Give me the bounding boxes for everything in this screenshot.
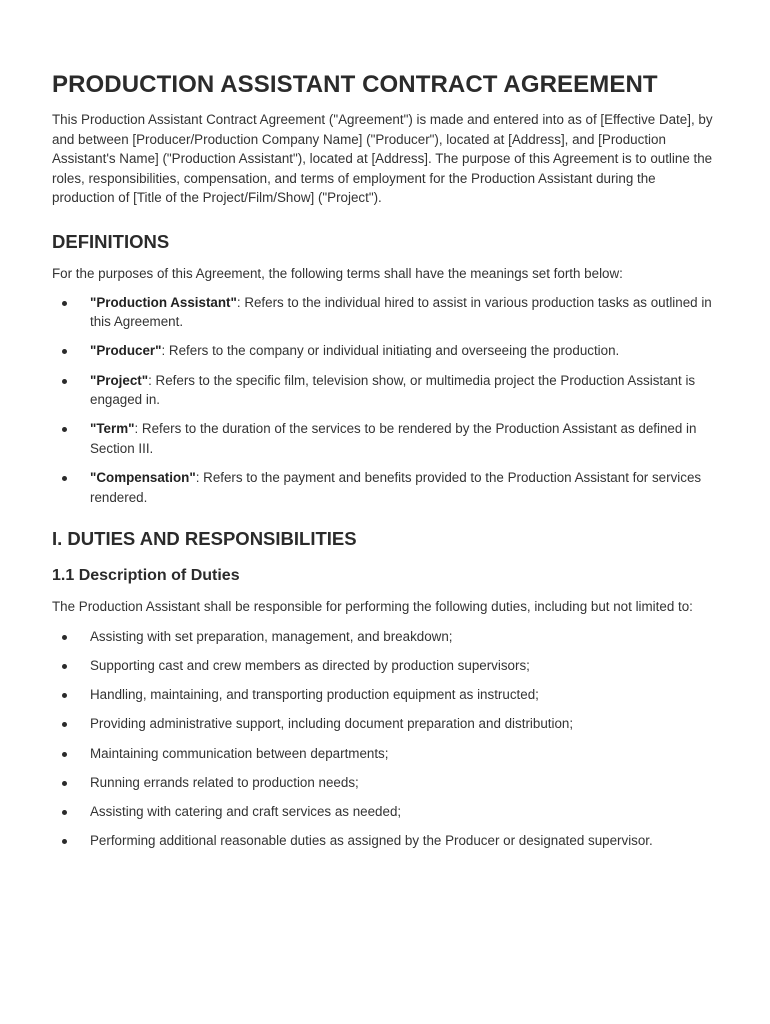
duty-item <box>52 627 720 647</box>
duty-text: Providing administrative support, including document preparation and distribution; <box>90 716 574 732</box>
definition-item <box>52 419 720 458</box>
duties-list <box>52 627 720 851</box>
duty-item <box>52 802 720 822</box>
bullet-icon <box>62 781 67 786</box>
definition-text: : Refers to the company or individual initiating and overseeing the production. <box>161 343 620 359</box>
bullet-icon <box>62 693 67 698</box>
duties-lead: The Production Assistant shall be responsible for performing the following duties, including but not limited to: <box>52 599 693 615</box>
duty-item <box>52 685 720 705</box>
document-content <box>52 70 720 871</box>
definition-text: : Refers to the individual hired to assist in various production tasks as outlined in this Agreement. <box>90 294 712 330</box>
definition-term: "Project" <box>90 372 149 388</box>
duties-heading: I. DUTIES AND RESPONSIBILITIES <box>52 528 357 550</box>
duty-item <box>52 656 720 676</box>
bullet-icon <box>62 427 67 432</box>
definition-text: : Refers to the duration of the services to be rendered by the Production Assistant as defined in Section III. <box>90 421 697 456</box>
definition-item <box>52 468 720 507</box>
bullet-icon <box>62 476 67 481</box>
definitions-list <box>52 293 720 508</box>
definition-text: : Refers to the payment and benefits provided to the Production Assistant for services rendered. <box>90 470 702 505</box>
definition-term: "Producer" <box>90 343 162 359</box>
bullet-icon <box>62 664 67 669</box>
bullet-icon <box>62 301 67 306</box>
definition-item <box>52 371 720 410</box>
bullet-icon <box>62 349 67 354</box>
duty-text: Maintaining communication between departments; <box>90 745 389 761</box>
bullet-icon <box>62 722 67 727</box>
document-title: PRODUCTION ASSISTANT CONTRACT AGREEMENT <box>52 71 658 98</box>
definition-item <box>52 341 720 361</box>
duty-item <box>52 773 720 793</box>
definition-text: : Refers to the specific film, television show, or multimedia project the Production Assistant is engaged in. <box>90 372 696 408</box>
intro-paragraph: This Production Assistant Contract Agreement ("Agreement") is made and entered into as of [Effective Date], by and between [Producer/Production Company Name] ("Producer"), located at [Address], and [Production Assistant's Name] ("Production Assistant"), located at [Address]. The purpose of this Agreement is to outline the roles, responsibilities, compensation, and terms of employment for the Production Assistant during the production of [Title of the Project/Film/Show] ("Project"). <box>52 112 713 206</box>
duty-text: Supporting cast and crew members as directed by production supervisors; <box>90 658 530 674</box>
bullet-icon <box>62 752 67 757</box>
duty-text: Assisting with set preparation, management, and breakdown; <box>90 628 453 644</box>
duties-subheading: 1.1 Description of Duties <box>52 567 240 585</box>
definition-item <box>52 293 720 332</box>
duty-item <box>52 714 720 734</box>
duty-text: Running errands related to production needs; <box>90 774 359 790</box>
definitions-lead: For the purposes of this Agreement, the following terms shall have the meanings set forth below: <box>52 265 623 281</box>
duty-item <box>52 744 720 764</box>
duty-text: Assisting with catering and craft services as needed; <box>90 804 402 819</box>
definition-term: "Term" <box>90 421 135 437</box>
definition-term: "Compensation" <box>90 470 196 486</box>
definitions-heading: DEFINITIONS <box>52 230 170 252</box>
bullet-icon <box>62 839 67 844</box>
bullet-icon <box>62 810 67 815</box>
duty-item <box>52 831 720 851</box>
definition-term: "Production Assistant" <box>90 294 237 310</box>
duty-text: Performing additional reasonable duties as assigned by the Producer or designated supervisor. <box>90 833 653 849</box>
bullet-icon <box>62 379 67 384</box>
duty-text: Handling, maintaining, and transporting production equipment as instructed; <box>90 687 539 703</box>
bullet-icon <box>62 635 67 640</box>
